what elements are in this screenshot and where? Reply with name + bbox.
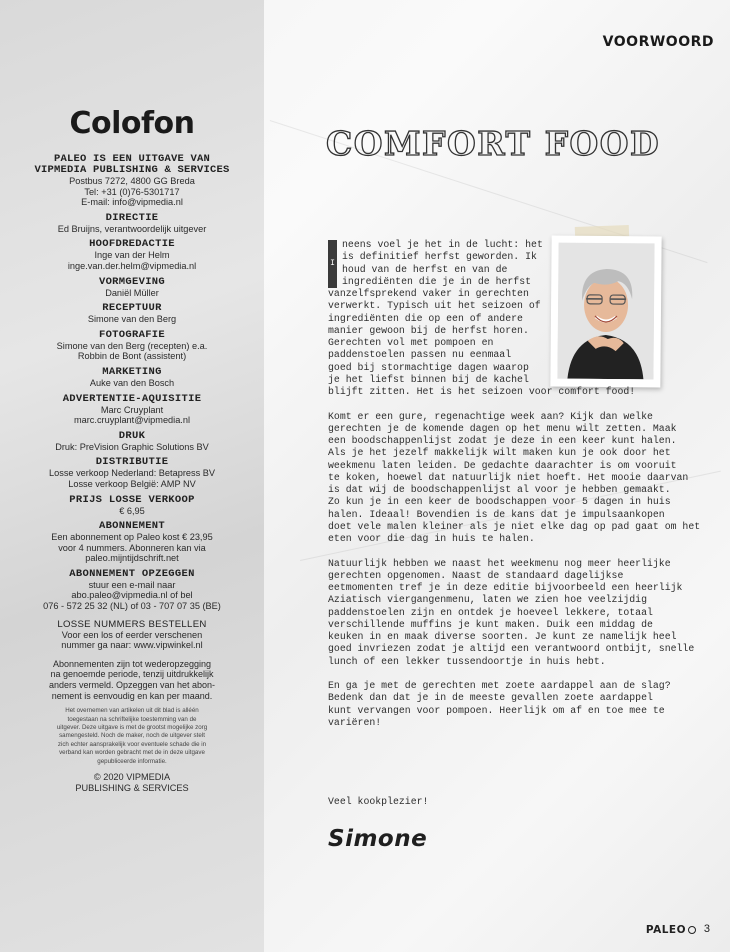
paragraph-line: is dat wij de boodschappenlijst al voor je hebben gemaakt. [328, 484, 671, 495]
colofon-section-heading: ADVERTENTIE-AQUISITIE [62, 392, 202, 405]
back-issues-heading: LOSSE NUMMERS BESTELLEN [57, 618, 207, 630]
back-issues-lines [0, 630, 264, 651]
paragraph-line: Zo kun je in een keer de boodschappen voor 5 dagen in huis [328, 496, 671, 508]
colofon-section-heading: ABONNEMENT OPZEGGEN [69, 567, 195, 580]
colofon-section-line: abo.paleo@vipmedia.nl of bel [71, 590, 193, 601]
fine-print-line: gepubliceerde informatie. [97, 757, 167, 765]
colofon-sidebar [0, 0, 264, 952]
subscription-note-line: nement is eenvoudig en kan per maand. [51, 690, 213, 701]
colofon-section-line: Druk: PreVision Graphic Solutions BV [55, 441, 209, 452]
colofon-section-line: 076 - 572 25 32 (NL) of 03 - 707 07 35 (BE) [43, 601, 221, 612]
colofon-section-line: Robbin de Bont (assistent) [77, 351, 187, 362]
paragraph-line: Natuurlijk hebben we naast het weekmenu nog meer heerlijke [328, 557, 671, 569]
intro-line: vanzelfsprekend vaker in gerechten [328, 288, 529, 299]
intro-line: houd van de herfst en van de [342, 263, 508, 275]
subscription-note [0, 659, 264, 701]
colofon-title: Colofon [69, 106, 195, 141]
article-body [328, 239, 701, 729]
paragraph-line: eetmomenten tref je in deze editie bijvoorbeeld een heerlijk [328, 582, 683, 593]
colofon-section-line: inge.van.der.helm@vipmedia.nl [67, 260, 197, 271]
publisher-line-2: VIPMEDIA PUBLISHING & SERVICES [34, 164, 230, 176]
colofon-section-heading: DISTRIBUTIE [95, 456, 169, 469]
fine-print-line: verband kan worden gebracht met de in deze uitgave [59, 749, 205, 757]
copyright-line: © 2020 VIPMEDIA [93, 772, 171, 783]
colofon-section [0, 213, 264, 235]
colofon-section-heading: VORMGEVING [98, 275, 165, 288]
publisher-line-1: PALEO IS EEN UITGAVE VAN [53, 153, 211, 165]
colofon-section-line: marc.cruyplant@vipmedia.nl [73, 415, 191, 426]
fine-print [0, 707, 264, 766]
colofon-section [0, 367, 264, 389]
colofon-body [0, 154, 264, 793]
fine-print-line: toegestaan na schriftelijke toestemming van de [67, 715, 197, 723]
fine-print-line: zich echter aansprakelijk voor eventuele schade die in [57, 740, 207, 748]
colofon-section-line: Daniël Müller [105, 287, 159, 298]
paragraph-line: gerechten opgenomen. Naast de standaard dagelijkse [328, 569, 624, 581]
colofon-section-line: voor 4 nummers. Abonneren kan via [58, 542, 206, 553]
colofon-section [0, 330, 264, 362]
paragraph-line: gerechten je de komende dagen op het menu wilt zetten. Maak [328, 422, 677, 434]
colofon-section-heading: PRIJS LOSSE VERKOOP [69, 493, 195, 506]
colofon-sections [0, 213, 264, 612]
intro-line: verwerkt. Typisch uit het seizoen of [328, 300, 541, 312]
fine-print-line: samengesteld. Noch de maker, noch de uitgever stelt [59, 732, 205, 740]
intro-line: Gerechten vol met pompoen en [328, 337, 494, 348]
article-title: COMFORT FOOD [326, 124, 661, 163]
colofon-section-heading: DIRECTIE [105, 211, 159, 224]
colofon-section-line: Losse verkoop België: AMP NV [68, 478, 196, 489]
subscription-note-line: anders vermeld. Opzeggen van het abon- [48, 680, 216, 691]
paragraph-line: kunt vervangen voor pompoen. Heerlijk om af en toe mee te [328, 704, 665, 716]
colofon-section-heading: RECEPTUUR [102, 302, 162, 315]
copyright-line: PUBLISHING & SERVICES [75, 782, 189, 793]
paragraph-line: goed invriezen zodat je altijd een verantwoord ontbijt, snelle [328, 643, 695, 655]
intro-line: goed bij stormachtige dagen waarop [328, 361, 529, 373]
dropcap: I [328, 240, 337, 288]
colofon-section-line: Simone van den Berg (recepten) e.a. [56, 340, 208, 351]
signature: Simone [328, 826, 428, 852]
signoff: Veel kookplezier! [328, 796, 429, 807]
article-paragraph [328, 557, 695, 668]
intro-line: ingrediënten die op een of andere [328, 312, 523, 324]
colofon-section-heading: MARKETING [102, 365, 162, 378]
paragraph-line: En ga je met de gerechten met zoete aardappel aan de slag? [328, 680, 671, 691]
intro-line: manier gewoon bij de herfst horen. [328, 324, 529, 336]
subscription-note-line: na genoemde periode, tenzij uitdrukkelijk [50, 669, 214, 680]
colofon-section [0, 303, 264, 325]
paragraph-line: Bedenk dan dat je in de meeste gevallen zoete aardappel [328, 692, 653, 704]
paragraph-line: paddenstoelen zijn en ontdek je hoeveel lekkere, totaal [328, 606, 653, 618]
paragraph-line: verschillende muffins je kunt maken. Duik een middag de [328, 618, 653, 630]
fine-print-line: Het overnemen van artikelen uit dit blad is alléén [65, 707, 199, 715]
paragraph-line: een boodschappenlijst zodat je deze in een keer kunt halen. [328, 435, 677, 446]
section-label: VOORWOORD [602, 34, 714, 50]
colofon-section [0, 495, 264, 517]
paragraph-line: variëren! [328, 716, 382, 728]
colofon-section-line: Marc Cruyplant [100, 404, 164, 415]
back-issues-line: nummer ga naar: www.vipwinkel.nl [61, 640, 203, 651]
paragraph-line: lunch of een lekker tussendoortje in huis hebt. [328, 655, 606, 667]
publisher-address: Postbus 7272, 4800 GG Breda [69, 176, 195, 186]
article-paragraphs [328, 410, 701, 730]
colofon-section [0, 431, 264, 453]
colofon-section [0, 457, 264, 489]
paragraph-line: halen. Ideaal! Bovendien is de kans dat je impulsaankopen [328, 508, 665, 520]
colofon-section [0, 239, 264, 271]
colofon-section-line: Een abonnement op Paleo kost € 23,95 [51, 532, 213, 543]
paragraph-line: keuken in en maak diverse soorten. Je kunt ze namelijk heel [328, 631, 677, 642]
intro-line: je het liefst binnen bij de kachel [328, 373, 529, 385]
paragraph-line: eten voor die dag in huis te halen. [328, 533, 535, 544]
colofon-section [0, 394, 264, 426]
colofon-section-line: Inge van der Helm [94, 250, 170, 261]
intro-line: neens voel je het in de lucht: het [342, 239, 543, 250]
footer-magazine-name: PALEO [645, 924, 686, 936]
intro-paragraph [328, 239, 648, 398]
colofon-section-line: Auke van den Bosch [89, 377, 175, 388]
colofon-section-heading: DRUK [118, 429, 146, 442]
colofon-section-line: € 6,95 [119, 505, 145, 516]
intro-line: blijft zitten. Het is het seizoen voor comfort food! [328, 386, 636, 397]
back-issues-line: Voor een los of eerder verschenen [61, 629, 203, 640]
colofon-section [0, 521, 264, 564]
colofon-section-heading: FOTOGRAFIE [98, 328, 165, 341]
footer-circle-icon [688, 926, 696, 934]
intro-line: ingrediënten die je in de herfst [342, 275, 532, 287]
colofon-section-line: Simone van den Berg [87, 314, 177, 325]
paragraph-line: weekmenu laten leiden. De gedachte daarachter is om vooruit [328, 459, 677, 471]
paragraph-line: te koken, hoewel dat natuurlijk niet hoeft. Het mooie daarvan [328, 471, 689, 483]
article-paragraph [328, 410, 701, 546]
fine-print-line: uitgever. Deze uitgave is met de grootst mogelijke zorg [56, 724, 208, 732]
page-number: 3 [703, 923, 710, 935]
colofon-section-line: Ed Bruijns, verantwoordelijk uitgever [57, 223, 207, 234]
publisher-email: E-mail: info@vipmedia.nl [81, 197, 183, 208]
publisher-phone: Tel: +31 (0)76-5301717 [84, 186, 180, 197]
paragraph-line: Als je het jezelf makkelijk wilt maken kun je ook door het [328, 447, 671, 459]
colofon-section [0, 569, 264, 612]
colofon-section-line: paleo.mijntijdschrift.net [85, 553, 179, 564]
paragraph-line: Komt er een gure, regenachtige week aan? Kijk dan welke [328, 410, 653, 422]
intro-line: is definitief herfst geworden. Ik [342, 251, 537, 263]
colofon-section-heading: ABONNEMENT [98, 520, 165, 533]
colofon-section-heading: HOOFDREDACTIE [89, 238, 175, 251]
paragraph-line: doet vele malen kleiner als je niet elke dag op pad gaat om het [328, 520, 701, 532]
subscription-note-line: Abonnementen zijn tot wederopzegging [52, 658, 212, 669]
colofon-section-line: Losse verkoop Nederland: Betapress BV [49, 468, 215, 479]
colofon-section-line: stuur een e-mail naar [88, 579, 176, 590]
article-paragraph [328, 680, 671, 729]
copyright [0, 772, 264, 793]
colofon-section [0, 277, 264, 299]
intro-line: paddenstoelen passen nu eenmaal [328, 349, 512, 361]
paragraph-line: Aziatisch viergangenmenu, laten we zien hoe veelzijdig [328, 594, 647, 606]
